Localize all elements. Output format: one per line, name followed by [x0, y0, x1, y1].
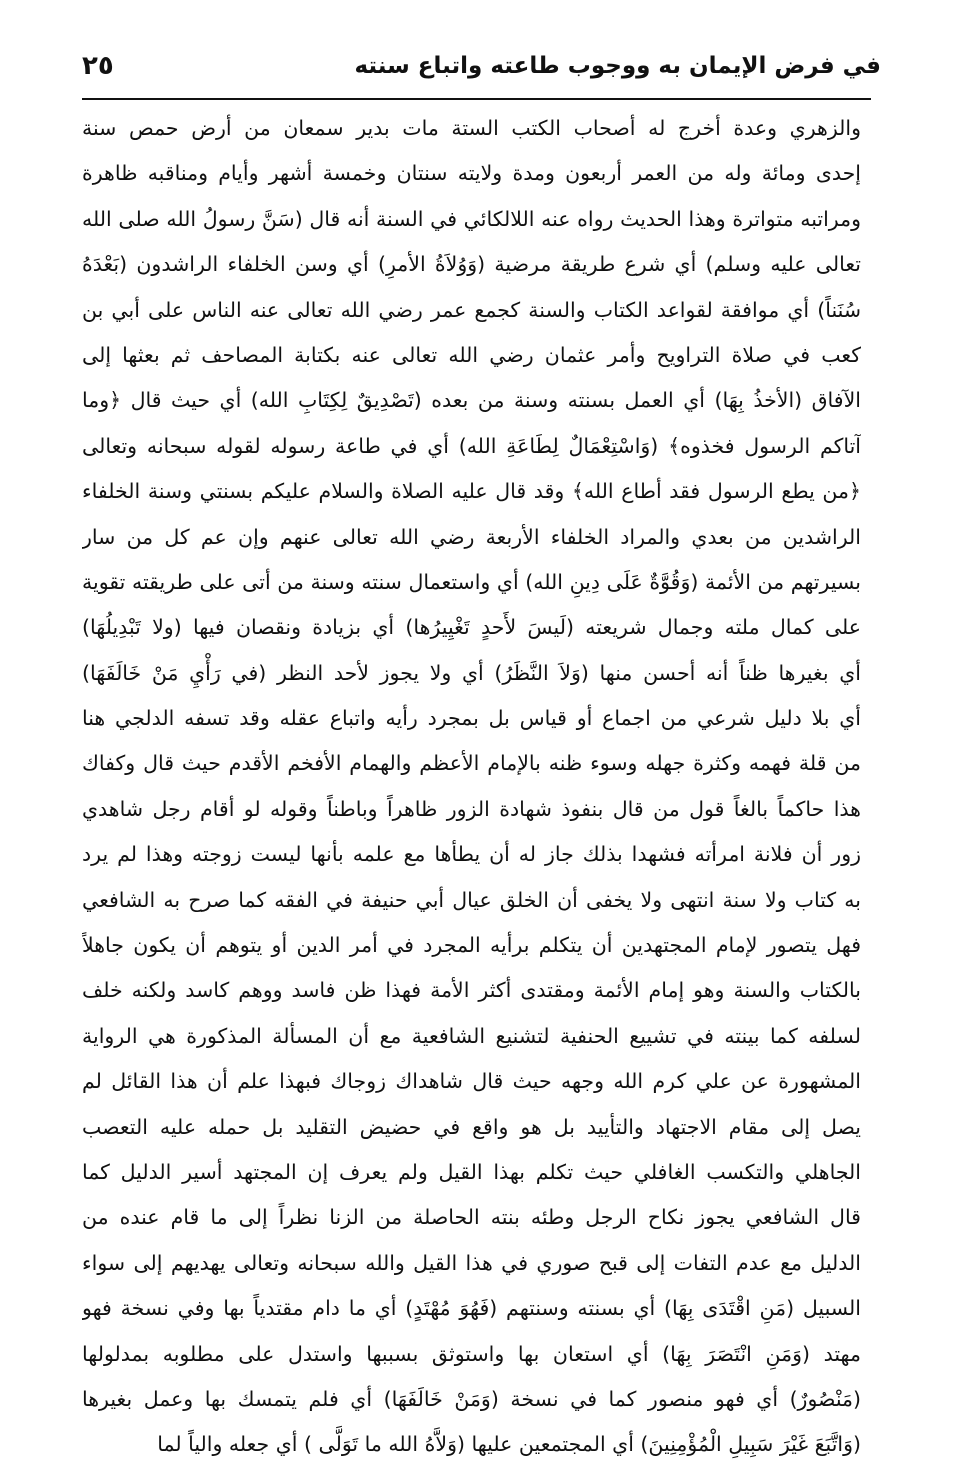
body-text: [82, 106, 861, 1468]
text-line: الدليل مع عدم التفات إلى قبح صوري في هذا القيل والله سبحانه وتعالى يهديهم إلى سواء: [82, 1250, 861, 1275]
text-line: أي بلا دليل شرعي من اجماع أو قياس بل بمجرد رأيه واتباع عقله وقد تسفه الدلجي هنا: [82, 706, 861, 731]
text-line: الجاهلي والتكسب الغافلي حيث تكلم بهذا القيل ولم يعرف إن المجتهد أسير الدليل كما: [82, 1159, 861, 1184]
text-line: مهتد (وَمَنِ انْتَصَرَ بِهَا) أي استعان بها واستوثق بسببها واستدل على مطلوبه بمدلولها: [82, 1341, 861, 1366]
text-line: بالكتاب والسنة وهو إمام الأئمة ومقتدى أكثر الأمة فهذا ظن فاسد ووهم كاسد ولكنه خلف: [82, 978, 861, 1003]
text-line: كعب في صلاة التراويح وأمر عثمان رضي الله تعالى عنه بكتابة المصاحف ثم بعثها إلى: [82, 342, 861, 367]
text-line: على كمال ملته وجمال شريعته (لَيسَ لأَحدٍ تَغْيِيرُها) أي بزيادة ونقصان فيها (ولا تَبْدِيلُهَا): [82, 615, 861, 640]
text-line: المشهورة عن علي كرم الله وجهه حيث قال شاهداك زوجاك فبهذا علم أن هذا القائل لم: [82, 1069, 861, 1094]
text-line: سُنَناً) أي موافقة لقواعد الكتاب والسنة كجمع عمر رضي الله تعالى عنه الناس على أبي بن: [82, 297, 861, 322]
header-rule: [82, 98, 871, 100]
text-line: لسلفه كما بينته في تشييع الحنفية لتشنيع الشافعية مع أن المسألة المذكورة هي الرواية: [82, 1023, 861, 1048]
text-line: يصل إلى مقام الاجتهاد والتأييد بل هو واقع في حضيض التقليد بل حمله عليه التعصب: [82, 1114, 861, 1139]
text-line: آتاكم الرسول فخذوه﴾ (وَاسْتِعْمَالٌ لِطَاعَةِ الله) أي في طاعة رسوله لقوله سبحانه وتعالى: [82, 433, 861, 458]
text-line: أي بغيرها ظناً أنه أحسن منها (وَلاَ النَّظَرُ) أي ولا يجوز لأحد النظر (في رَأْيِ مَنْ خَالَفَهَا): [82, 660, 861, 685]
text-line: هذا حاكماً بالغاً قول من قال بنفوذ شهادة الزور ظاهراً وباطناً وقوله لو أقام رجل شاهدي: [82, 796, 861, 821]
text-line: إحدى ومائة وله من العمر أربعون ومدة ولايته سنتان وخمسة أشهر وأيام ومناقبه ظاهرة: [82, 161, 861, 186]
text-line: تعالى عليه وسلم) أي شرع طريقة مرضية (وَوُلاَةُ الأمرِ) أي وسن الخلفاء الراشدون (بَعْدَهُ: [82, 252, 861, 277]
text-line: به كتاب ولا سنة انتهى ولا يخفى أن الخلق عيال أبي حنيفة في الفقه كما صرح به الشافعي: [82, 887, 861, 912]
text-line: السبيل (مَنِ اقْتَدَى بِهَا) أي بسنته وسنتهم (فَهُوَ مُهْتَدٍ) أي ما دام مقتدياً بها وفي نسخة فهو: [82, 1296, 861, 1321]
running-header: [82, 42, 881, 90]
text-line: الآفاق (الأخذُ بِهَا) أي العمل بسنته وسنة من بعده (تَصْدِيقٌ لِكِتَابِ الله) أي حيث قال ﴿وما: [82, 388, 861, 413]
text-line: ﴿من يطع الرسول فقد أطاع الله﴾ وقد قال عليه الصلاة والسلام عليكم بسنتي وسنة الخلفاء: [82, 479, 861, 504]
text-line: والزهري وعدة أخرج له أصحاب الكتب الستة مات بدير سمعان من أرض حمص سنة: [82, 116, 861, 140]
text-line: (مَنْصُورٌ) أي فهو منصور كما في نسخة (وَمَنْ خَالَفَهَا) أي فلم يتمسك بها وعمل بغيرها: [82, 1386, 861, 1411]
text-line: من قلة فهمه وكثرة جهله وسوء ظنه بالإمام الأعظم والهمام الأفخم الأقدم حيث قال وكفاك: [82, 751, 861, 776]
text-line: الراشدين من بعدي والمراد الخلفاء الأربعة رضي الله تعالى عنهم وإن عم كل من سار: [82, 524, 861, 549]
chapter-title: في فرض الإيمان به ووجوب طاعته واتباع سنته: [354, 53, 881, 79]
text-line: زور أن فلانة امرأته فشهدا بذلك جاز له أن يطأها مع علمه بأنها ليست زوجته وهذا لم يرد: [82, 842, 861, 867]
text-line: قال الشافعي يجوز نكاح الرجل وطئه بنته الحاصلة من الزنا نظراً إلى ما قام عنده من: [82, 1205, 861, 1230]
text-line: (وَاتَّبَعَ غَيْرَ سَبِيلِ الْمُؤْمِنِينَ) أي المجتمعين عليها (وَلاَّهُ الله ما تَوَلَّى ) أي جعله والياً لما: [157, 1432, 861, 1457]
page-number: ٢٥: [82, 51, 114, 81]
text-line: ومراتبه متواترة وهذا الحديث رواه عنه اللالكائي في السنة أنه قال (سَنَّ رسولُ الله صلى الله: [82, 206, 861, 231]
text-line: بسيرتهم من الأئمة (وَقُوَّةٌ عَلَى دِينِ الله) أي واستعمال سنته وسنة من أتى على طريقته تقوية: [82, 569, 861, 594]
text-line: فهل يتصور لإمام المجتهدين أن يتكلم برأيه المجرد في أمر الدين أو يتوهم أن يكون جاهلاً: [82, 933, 861, 958]
